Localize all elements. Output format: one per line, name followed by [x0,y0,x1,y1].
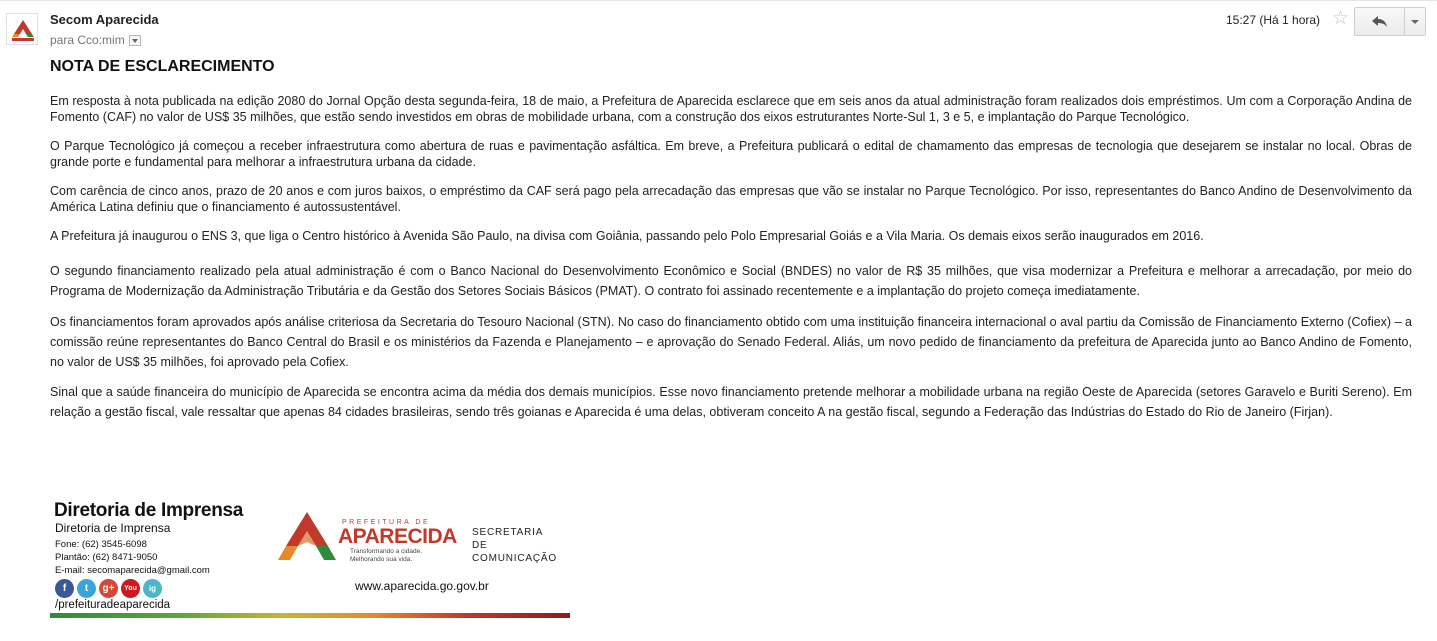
secretaria-line-1: SECRETARIA [472,527,544,538]
paragraph-1: Em resposta à nota publicada na edição 2080 do Jornal Opção desta segunda-feira, 18 de maio, a Prefeitura de Aparecida esclarece que em seis anos da atual administração foram realizados dois empréstimos. Um com a Corporação Andina de Fomento (CAF) no valor de US$ 35 milhões, que estão sendo investidos em obras de mobilidade urbana, com a construção dos eixos estruturantes Norte-Sul 1, 3 e 5, e implantação do Parque Tecnológico. [50,94,1412,124]
signature-email[interactable]: E-mail: secomaparecida@gmail.com [55,565,210,576]
website-link[interactable]: www.aparecida.go.gov.br [355,579,489,593]
reply-button[interactable] [1355,8,1405,35]
recipient-details-toggle[interactable] [129,35,141,46]
logo-tagline [350,548,422,564]
paragraph-2: O Parque Tecnológico já começou a receber infraestrutura como abertura de ruas e pavimentação asfáltica. Em breve, a Prefeitura publicará o edital de chamamento das empresas de tecnologia que desejarem se instalar no local. Obras de grande porte e fundamental para melhorar a infraestrutura urbana da cidade. [50,139,1412,169]
signature-duty-phone: Plantão: (62) 8471-9050 [55,552,158,563]
message-time: 15:27 (Há 1 hora) [1226,13,1321,27]
sender-avatar[interactable] [6,13,38,45]
youtube-icon[interactable]: You [121,579,140,598]
logo-prefix: PREFEITURA DE [342,519,431,526]
facebook-icon[interactable]: f [55,579,74,598]
signature-subtitle: Diretoria de Imprensa [55,521,171,535]
paragraph-7: Sinal que a saúde financeira do município de Aparecida se encontra acima da média dos demais municípios. Esse novo financiamento pretende melhorar a mobilidade urbana na região Oeste de Aparecida (setores Garavelo e Buriti Sereno). Em relação a gestão fiscal, vale ressaltar que apenas 84 cidades brasileiras, sendo três goianas e Aparecida é uma delas, obtiveram conceito A na gestão fiscal, segundo a Federação das Indústrias do Estado do Rio de Janeiro (Firjan). [50,385,1412,419]
logo-name: APARECIDA [338,525,457,548]
paragraph-5: O segundo financiamento realizado pela atual administração é com o Banco Nacional do Desenvolvimento Econômico e Social (BNDES) no valor de R$ 35 milhões, que visa modernizar a Prefeitura e melhorar a arrecadação, por meio do Programa de Modernização da Administração Tributária e da Gestão dos Setores Sociais Básicos (PMAT). O contrato foi assinado recentemente e a implantação do projeto começa imediatamente. [50,264,1412,298]
logo-tagline-1: Transformando a cidade. [350,548,423,555]
paragraph-3: Com carência de cinco anos, prazo de 20 anos e com juros baixos, o empréstimo da CAF será pago pela arrecadação das empresas que vão se instalar no Parque Tecnológico. Por isso, representantes do Banco Andino de Desenvolvimento da América Latina definiu que o financiamento é autossustentável. [50,184,1412,214]
star-outline-icon[interactable]: ☆ [1332,8,1350,29]
social-links [55,579,162,598]
paragraph-4: A Prefeitura já inaugurou o ENS 3, que liga o Centro histórico à Avenida São Paulo, na divisa com Goiânia, passando pelo Polo Empresarial Goiás e a Vila Maria. Os demais eixos serão inaugurados em 2016. [50,229,1204,243]
twitter-icon[interactable]: t [77,579,96,598]
email-body [50,58,1412,422]
signature-phone: Fone: (62) 3545-6098 [55,539,147,550]
instagram-icon[interactable]: ig [143,579,162,598]
aparecida-logo-icon [7,14,38,45]
recipient-text: para Cco:mim [50,33,125,47]
signature-title: Diretoria de Imprensa [54,500,244,521]
reply-arrow-icon [1372,16,1388,28]
top-divider [0,0,1437,1]
email-title: NOTA DE ESCLARECIMENTO [50,58,275,75]
sender-name[interactable]: Secom Aparecida [50,12,159,27]
google-plus-icon[interactable]: g+ [99,579,118,598]
signature-color-bar [50,613,570,618]
message-actions [1354,7,1426,36]
aparecida-logo-mark-icon [276,512,338,568]
logo-tagline-2: Melhorando sua vida. [350,556,413,563]
more-actions-button[interactable] [1405,8,1425,35]
email-signature [50,500,570,620]
secretaria-label [472,526,570,565]
recipient-line [50,33,141,47]
social-handle: /prefeituradeaparecida [55,599,171,611]
paragraph-6: Os financiamentos foram aprovados após análise criteriosa da Secretaria do Tesouro Nacional (STN). No caso do financiamento obtido com uma instituição financeira internacional o aval partiu da Comissão de Financiamento Externo (Cofiex) – a comissão reúne representantes do Banco Central do Brasil e os ministérios da Fazenda e Planejamento – e aprovação do Senado Federal. Aliás, um novo pedido de financiamento da prefeitura de Aparecida junto ao Banco Andino de Fomento, no valor de US$ 35 milhões, foi aprovado pela Cofiex. [50,315,1412,369]
secretaria-line-2: DE COMUNICAÇÃO [472,540,557,564]
